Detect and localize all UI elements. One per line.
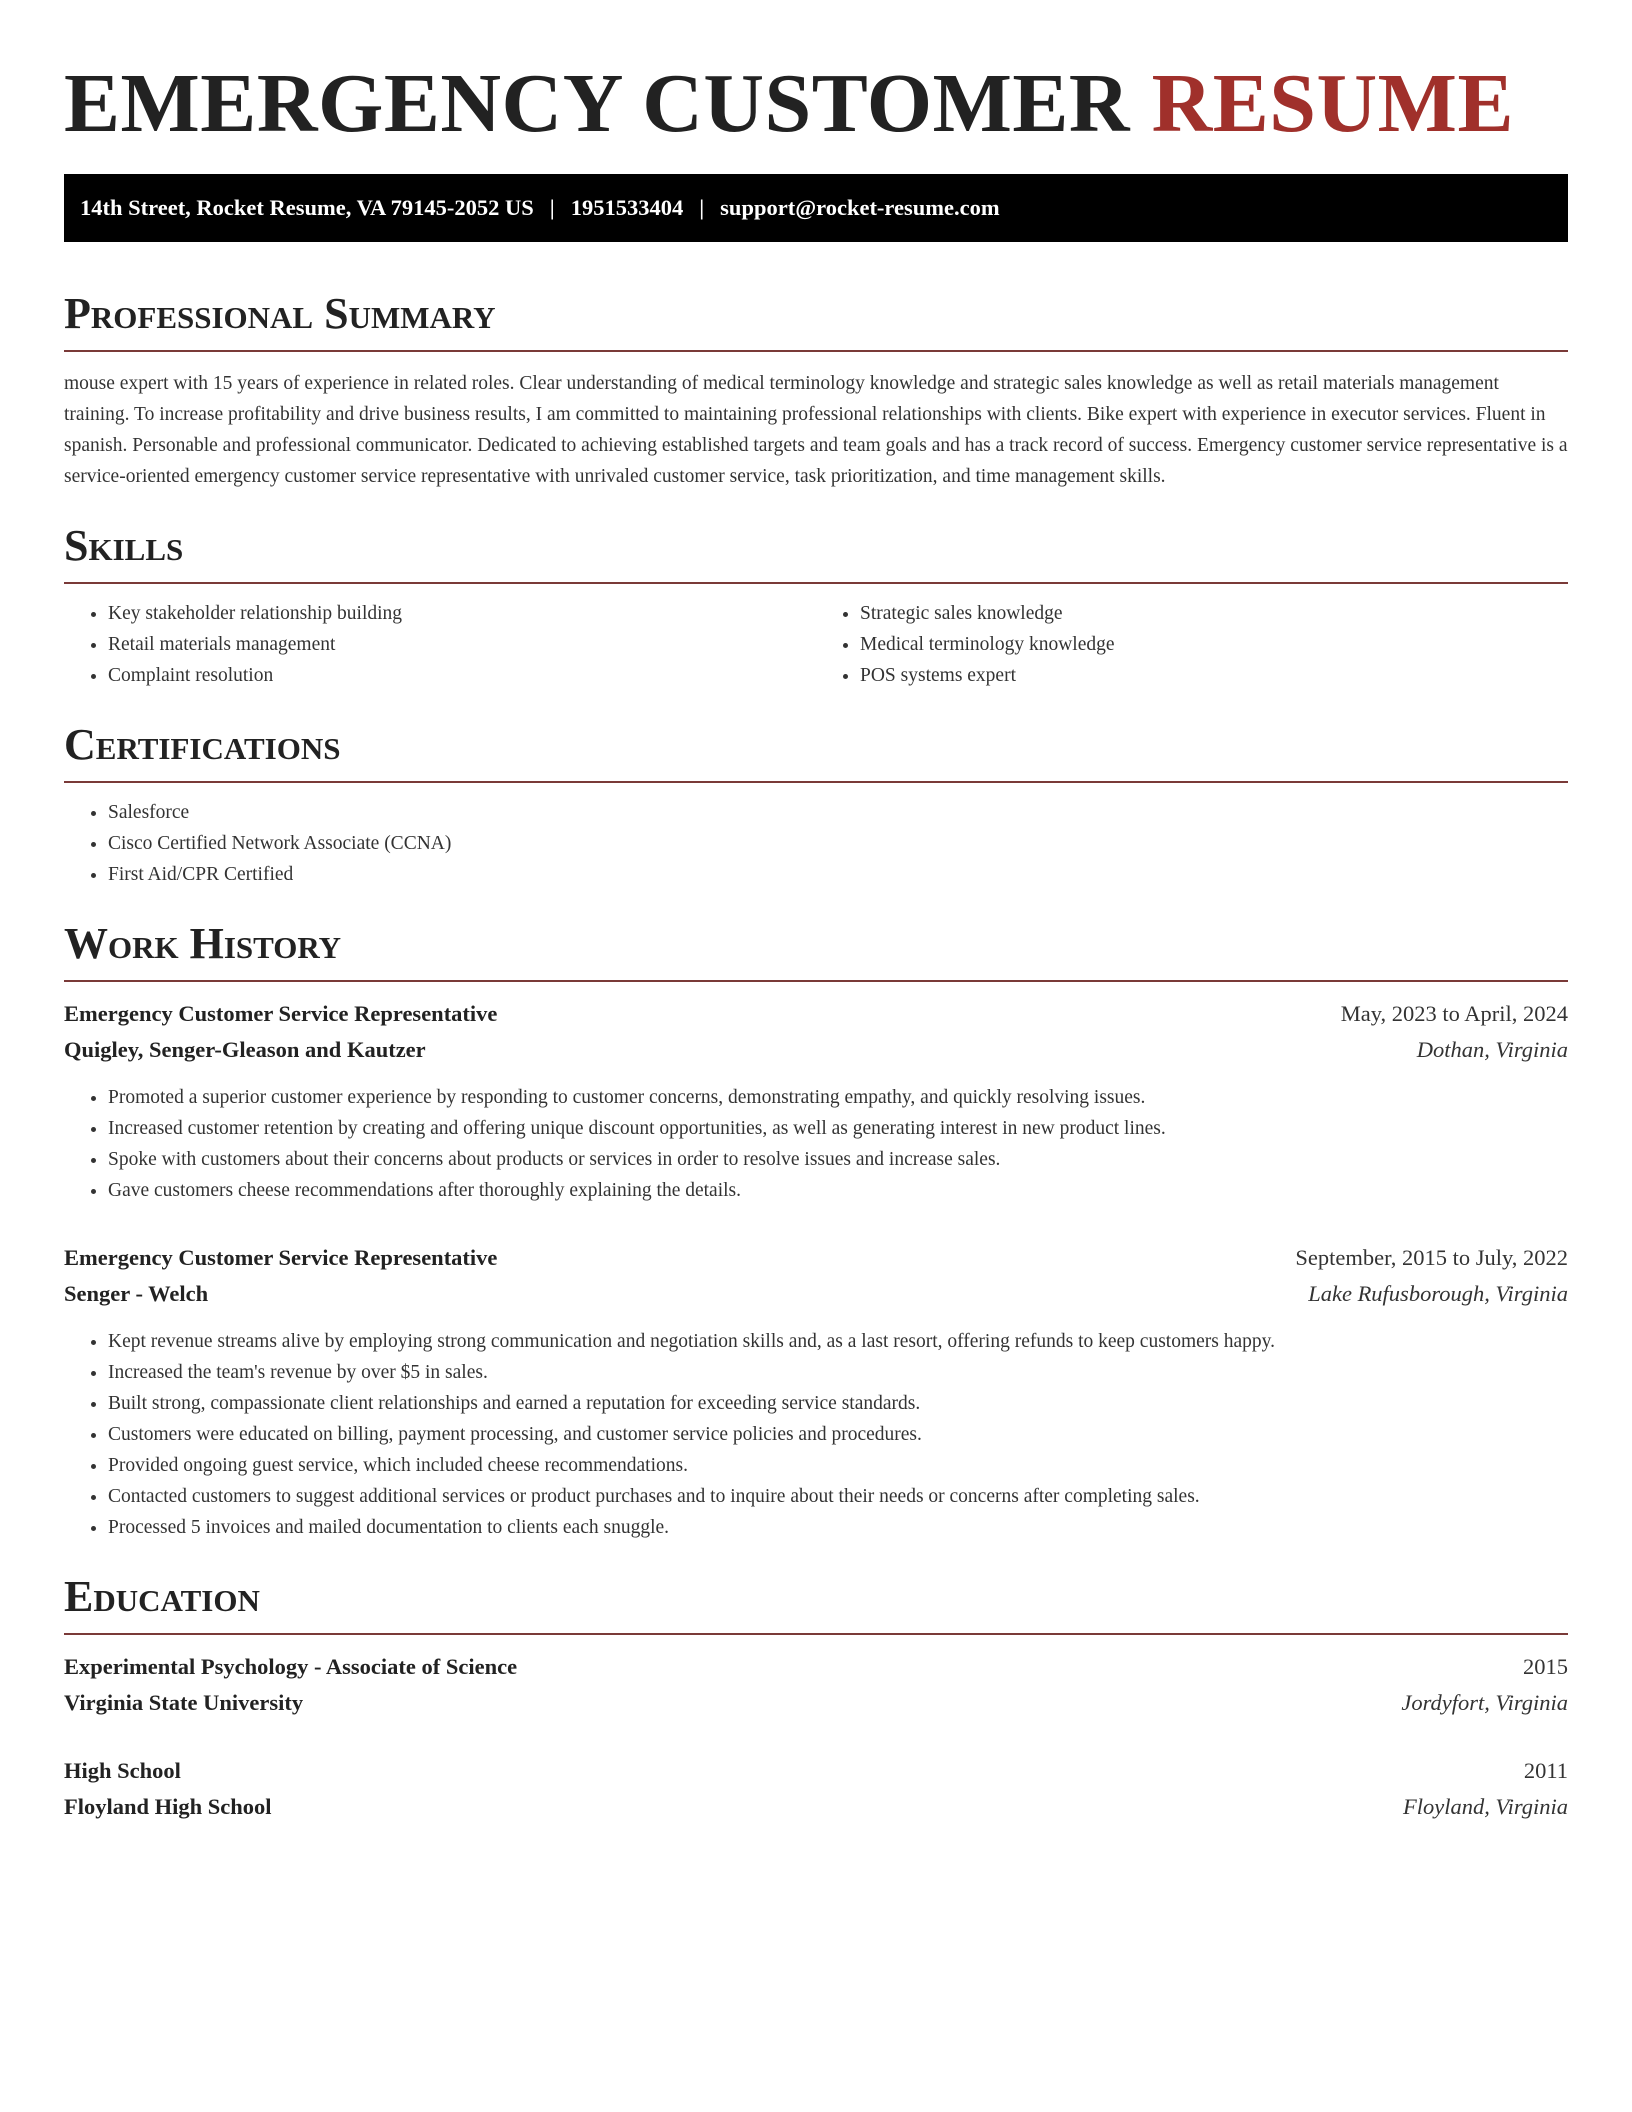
education-heading: Education — [64, 1572, 260, 1621]
job-title-row — [64, 996, 1568, 1032]
contact-separator: | — [549, 195, 555, 220]
list-item: • Salesforce — [108, 797, 1568, 828]
job-title-row — [64, 1240, 1568, 1276]
list-item: • Strategic sales knowledge — [860, 598, 1568, 629]
section-divider — [64, 980, 1568, 982]
job-company: Senger - Welch — [64, 1281, 209, 1306]
list-item: • Processed 5 invoices and mailed documentation to clients each snuggle. — [108, 1512, 1568, 1543]
list-item: • Cisco Certified Network Associate (CCNA) — [108, 828, 1568, 859]
skills-list-right — [816, 598, 1568, 691]
contact-bar — [64, 174, 1568, 242]
list-item: • Increased the team's revenue by over $5 in sales. — [108, 1357, 1568, 1388]
list-item: • Provided ongoing guest service, which included cheese recommendations. — [108, 1450, 1568, 1481]
job-bullets — [64, 1082, 1568, 1206]
skills-section — [64, 520, 1568, 691]
education-school: Floyland High School — [64, 1794, 272, 1819]
list-item: • Contacted customers to suggest additional services or product purchases and to inquire about their needs or concerns after completing sales. — [108, 1481, 1568, 1512]
job-title: Emergency Customer Service Representative — [64, 1001, 498, 1026]
job-entry — [64, 996, 1568, 1206]
education-year: 2011 — [1523, 1758, 1568, 1783]
contact-separator: | — [699, 195, 705, 220]
work-section — [64, 918, 1568, 1543]
contact-phone: 1951533404 — [570, 195, 684, 220]
job-bullets — [64, 1326, 1568, 1543]
job-dates: September, 2015 to July, 2022 — [1295, 1245, 1568, 1270]
work-heading: Work History — [64, 919, 342, 968]
contact-email[interactable]: support@rocket-resume.com — [720, 195, 1000, 220]
education-degree: High School — [64, 1758, 181, 1783]
list-item: • Built strong, compassionate client relationships and earned a reputation for exceeding service standards. — [108, 1388, 1568, 1419]
education-school-row — [64, 1789, 1568, 1825]
list-item: • Customers were educated on billing, payment processing, and customer service policies and procedures. — [108, 1419, 1568, 1450]
section-divider — [64, 1633, 1568, 1635]
job-dates: May, 2023 to April, 2024 — [1340, 1001, 1568, 1026]
list-item: • Promoted a superior customer experience by responding to customer concerns, demonstrating empathy, and quickly resolving issues. — [108, 1082, 1568, 1113]
education-entry — [64, 1753, 1568, 1825]
list-item: • Kept revenue streams alive by employing strong communication and negotiation skills and, as a last resort, offering refunds to keep customers happy. — [108, 1326, 1568, 1357]
summary-text: mouse expert with 15 years of experience in related roles. Clear understanding of medical terminology knowledge and strategic sales knowledge as well as retail materials management training. To increase profitability and drive business results, I am committed to maintaining professional relationships with clients. Bike expert with experience in executor services. Fluent in spanish. Personable and professional communicator. Dedicated to achieving established targets and team goals and has a track record of success. Emergency customer service representative is a service-oriented emergency customer service representative with unrivaled customer service, task prioritization, and time management skills. — [64, 373, 1568, 487]
contact-address: 14th Street, Rocket Resume, VA 79145-2052 US — [80, 195, 534, 220]
list-item: • Increased customer retention by creating and offering unique discount opportunities, as well as generating interest in new product lines. — [108, 1113, 1568, 1144]
education-year: 2015 — [1523, 1654, 1568, 1679]
education-degree-row — [64, 1649, 1568, 1685]
list-item: • POS systems expert — [860, 660, 1568, 691]
job-location: Lake Rufusborough, Virginia — [1308, 1281, 1568, 1306]
job-company-row — [64, 1032, 1568, 1068]
section-divider — [64, 781, 1568, 783]
skills-list-left — [64, 598, 816, 691]
list-item: • Key stakeholder relationship building — [108, 598, 816, 629]
job-company-row — [64, 1276, 1568, 1312]
education-section — [64, 1571, 1568, 1825]
section-divider — [64, 582, 1568, 584]
skills-heading: Skills — [64, 521, 184, 570]
job-title: Emergency Customer Service Representative — [64, 1245, 498, 1270]
summary-heading: Professional Summary — [64, 289, 496, 338]
section-divider — [64, 350, 1568, 352]
skills-grid — [64, 598, 1568, 691]
list-item: • Gave customers cheese recommendations after thoroughly explaining the details. — [108, 1175, 1568, 1206]
education-degree-row — [64, 1753, 1568, 1789]
list-item: • Medical terminology knowledge — [860, 629, 1568, 660]
title-accent: RESUME — [1151, 57, 1514, 150]
education-school: Virginia State University — [64, 1690, 304, 1715]
certifications-heading: Certifications — [64, 720, 341, 769]
education-location: Floyland, Virginia — [1403, 1794, 1568, 1819]
education-degree: Experimental Psychology - Associate of Science — [64, 1654, 518, 1679]
certifications-section — [64, 719, 1568, 890]
list-item: • First Aid/CPR Certified — [108, 859, 1568, 890]
education-entry — [64, 1649, 1568, 1721]
list-item: • Complaint resolution — [108, 660, 816, 691]
summary-section — [64, 288, 1568, 492]
list-item: • Spoke with customers about their concerns about products or services in order to resolve issues and increase sales. — [108, 1144, 1568, 1175]
education-school-row — [64, 1685, 1568, 1721]
certifications-list — [64, 797, 1568, 890]
resume-title — [64, 56, 1568, 152]
job-company: Quigley, Senger-Gleason and Kautzer — [64, 1037, 426, 1062]
resume-page — [64, 56, 1568, 1825]
education-location: Jordyfort, Virginia — [1401, 1690, 1568, 1715]
job-entry — [64, 1240, 1568, 1543]
list-item: • Retail materials management — [108, 629, 816, 660]
title-main: EMERGENCY CUSTOMER — [64, 57, 1131, 150]
job-location: Dothan, Virginia — [1416, 1037, 1568, 1062]
